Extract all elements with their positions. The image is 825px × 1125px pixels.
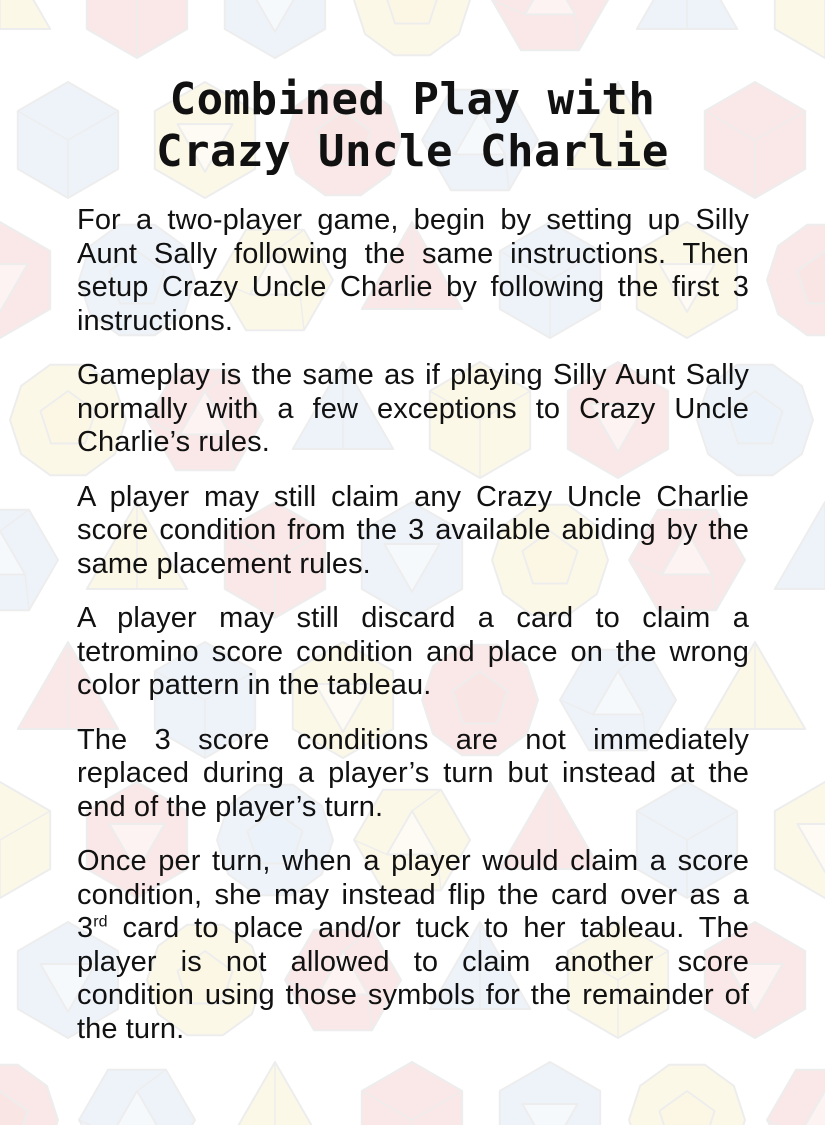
title-line-2: Crazy Uncle Charlie [156,125,669,177]
page-title [0,74,825,178]
once-per-turn-text-end: card to place and/or tuck to her tableau. The player is not allowed to claim another score condition using those symbols for the remainder of the turn. [77,912,749,1045]
paragraph-claim-score-condition: A player may still claim any Crazy Uncle Charlie score condition from the 3 available abiding by the same placement rules. [77,480,749,580]
once-per-turn-text-start: Once per turn, when a player would claim a score condition, she may instead flip the card over as a 3 [77,845,749,944]
paragraph-two-player-setup: For a two-player game, begin by setting up Silly Aunt Sally following the same instructions. Then setup Crazy Uncle Charlie by following the first 3 instructions. [77,204,749,337]
paragraph-score-replacement: The 3 score conditions are not immediately replaced during a player’s turn but instead at the end of the player’s turn. [77,723,749,823]
paragraph-gameplay: Gameplay is the same as if playing Silly Aunt Sally normally with a few exceptions to Crazy Uncle Charlie’s rules. [77,359,749,458]
paragraph-discard-card: A player may still discard a card to claim a tetromino score condition and place on the wrong color pattern in the tableau. [77,602,749,701]
title-line-1: Combined Play with [169,74,656,125]
rules-body [77,204,749,1067]
ordinal-suffix: rd [93,913,108,931]
paragraph-once-per-turn [77,845,749,1046]
